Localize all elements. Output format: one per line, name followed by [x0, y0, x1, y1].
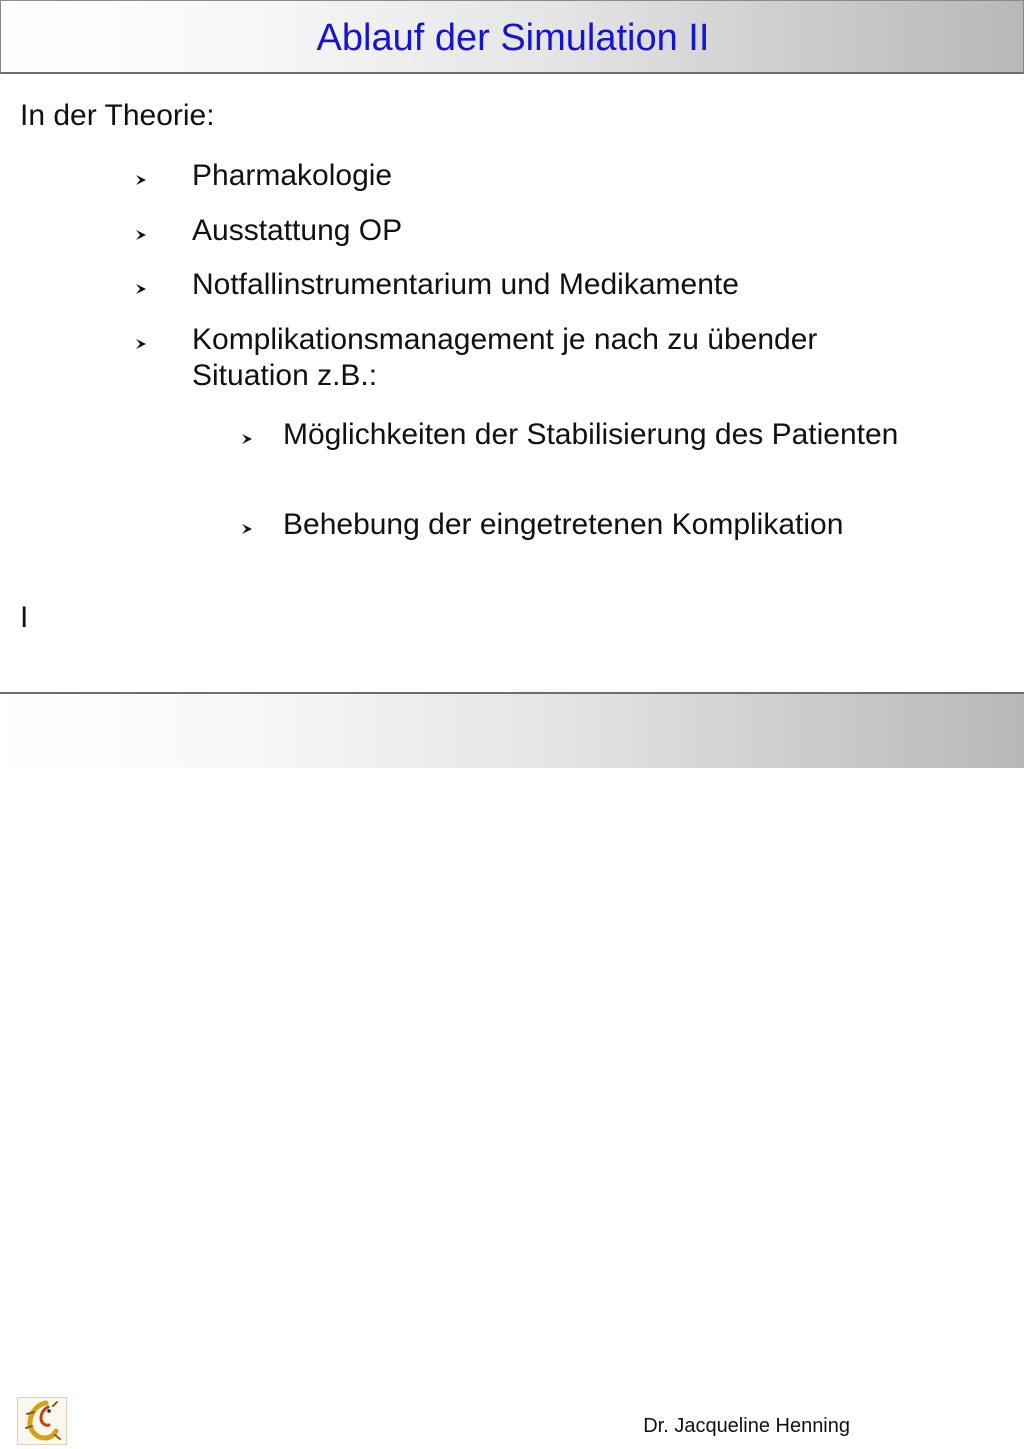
bullet-item-komplikationsmanagement	[134, 322, 834, 394]
trailing-text: I	[20, 601, 29, 634]
gecko-logo-icon	[18, 1398, 66, 1444]
gecko-logo-icon	[17, 1397, 67, 1445]
section-heading: In der Theorie:	[20, 99, 215, 132]
slide-content	[0, 0, 1024, 692]
footer-band	[0, 692, 1024, 1437]
author-name: Dr. Jacqueline Henning	[643, 1415, 850, 1437]
bullet-text: Pharmakologie	[192, 159, 393, 192]
sub-bullet-item-behebung	[240, 507, 1000, 543]
arrowhead-bullet-icon	[240, 432, 254, 446]
sub-bullet-item-stabilisierung	[240, 417, 1000, 453]
arrowhead-bullet-icon	[134, 228, 148, 242]
bullet-text: Möglichkeiten der Stabilisierung des Patienten	[283, 418, 899, 451]
bullet-item-notfallinstrumentarium	[134, 267, 894, 303]
bullet-item-pharmakologie	[134, 158, 894, 194]
arrowhead-bullet-icon	[134, 173, 148, 187]
bullet-item-ausstattung-op	[134, 213, 894, 249]
bullet-text: Komplikationsmanagement je nach zu übender Situation z.B.:	[192, 323, 818, 392]
bullet-text: Behebung der eingetretenen Komplikation	[283, 508, 844, 541]
arrowhead-bullet-icon	[134, 282, 148, 296]
arrowhead-bullet-icon	[134, 337, 148, 351]
bullet-text: Ausstattung OP	[192, 214, 403, 247]
slide-title: Ablauf der Simulation II	[316, 17, 710, 59]
arrowhead-bullet-icon	[240, 522, 254, 536]
bullet-text: Notfallinstrumentarium und Medikamente	[192, 268, 739, 301]
